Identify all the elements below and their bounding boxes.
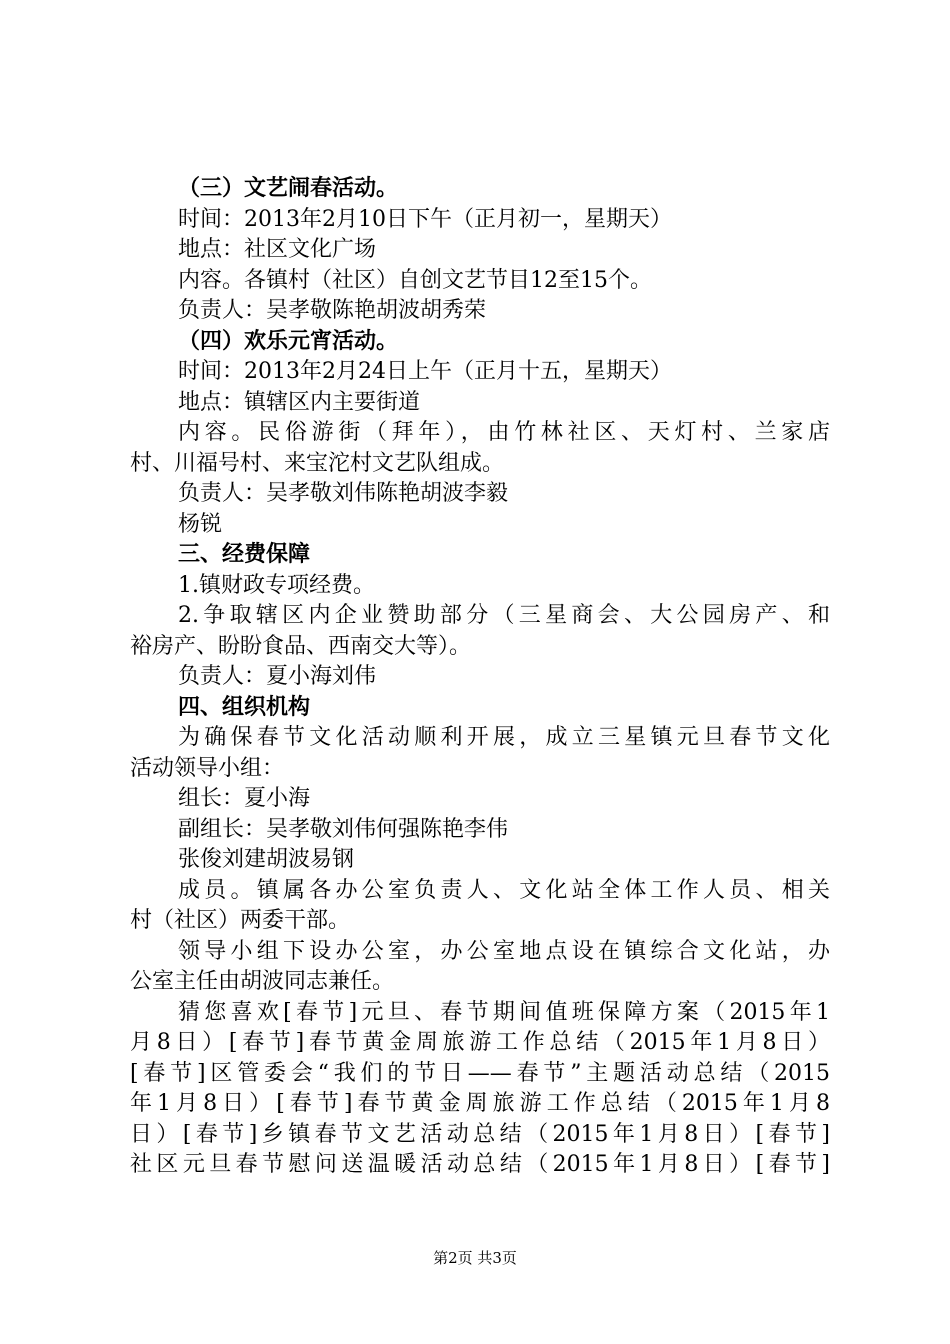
text-line: 裕房产、盼盼食品、西南交大等）。 <box>130 633 472 659</box>
text-line: 组长：夏小海 <box>178 786 311 811</box>
text-line: 内容。各镇村（社区）自创文艺节目12至15个。 <box>178 267 652 293</box>
text-line: 副组长：吴孝敬刘伟何强陈艳李伟 <box>178 816 509 842</box>
text-line: 村、川福号村、来宝沱村文艺队组成。 <box>130 450 505 476</box>
text-line: 社区元旦春节慰问送温暖活动总结（2015年1月8日）[春节] <box>130 1152 830 1177</box>
page-footer: 第2页 共3页 <box>433 1249 517 1267</box>
text-line: 负责人：夏小海刘伟 <box>178 664 377 689</box>
document-body <box>130 174 830 1181</box>
text-line: 为确保春节文化活动顺利开展，成立三星镇元旦春节文化 <box>178 725 830 750</box>
text-line: 负责人：吴孝敬陈艳胡波胡秀荣 <box>178 298 487 323</box>
text-line: 1.镇财政专项经费。 <box>178 572 375 598</box>
text-line: 活动领导小组： <box>130 755 285 781</box>
text-line: 负责人：吴孝敬刘伟陈艳胡波李毅 <box>178 481 509 506</box>
text-line: 地点：社区文化广场 <box>178 237 377 262</box>
text-line: 猜您喜欢[春节]元旦、春节期间值班保障方案（2015年1 <box>178 999 830 1025</box>
text-line: 2.争取辖区内企业赞助部分（三星商会、大公园房产、和 <box>178 603 830 628</box>
section-heading: （四）欢乐元宵活动。 <box>178 328 399 354</box>
section-heading: 三、经费保障 <box>178 542 311 567</box>
text-line: 月8日）[春节]春节黄金周旅游工作总结（2015年1月8日） <box>130 1030 830 1055</box>
text-line: [春节]区管委会“我们的节日——春节”主题活动总结（2015 <box>130 1060 830 1086</box>
text-line: 时间：2013年2月24日上午（正月十五，星期天） <box>178 359 672 384</box>
text-line: 公室主任由胡波同志兼任。 <box>130 969 395 994</box>
section-heading: 四、组织机构 <box>178 694 311 720</box>
text-line: 成员。镇属各办公室负责人、文化站全体工作人员、相关 <box>178 877 830 903</box>
text-line: 时间：2013年2月10日下午（正月初一，星期天） <box>178 206 672 232</box>
text-line: 领导小组下设办公室，办公室地点设在镇综合文化站，办 <box>178 938 830 964</box>
text-line: 杨锐 <box>178 511 223 537</box>
text-line: 内容。民俗游街（拜年），由竹林社区、天灯村、兰家店 <box>178 420 830 445</box>
text-line: 村（社区）两委干部。 <box>130 908 351 933</box>
section-heading: （三）文艺闹春活动。 <box>178 176 399 201</box>
text-line: 张俊刘建胡波易钢 <box>178 847 355 872</box>
text-line: 年1月8日）[春节]春节黄金周旅游工作总结（2015年1月8 <box>130 1091 830 1116</box>
text-line: 地点：镇辖区内主要街道 <box>178 389 421 415</box>
text-line: 日）[春节]乡镇春节文艺活动总结（2015年1月8日）[春节] <box>130 1121 830 1147</box>
